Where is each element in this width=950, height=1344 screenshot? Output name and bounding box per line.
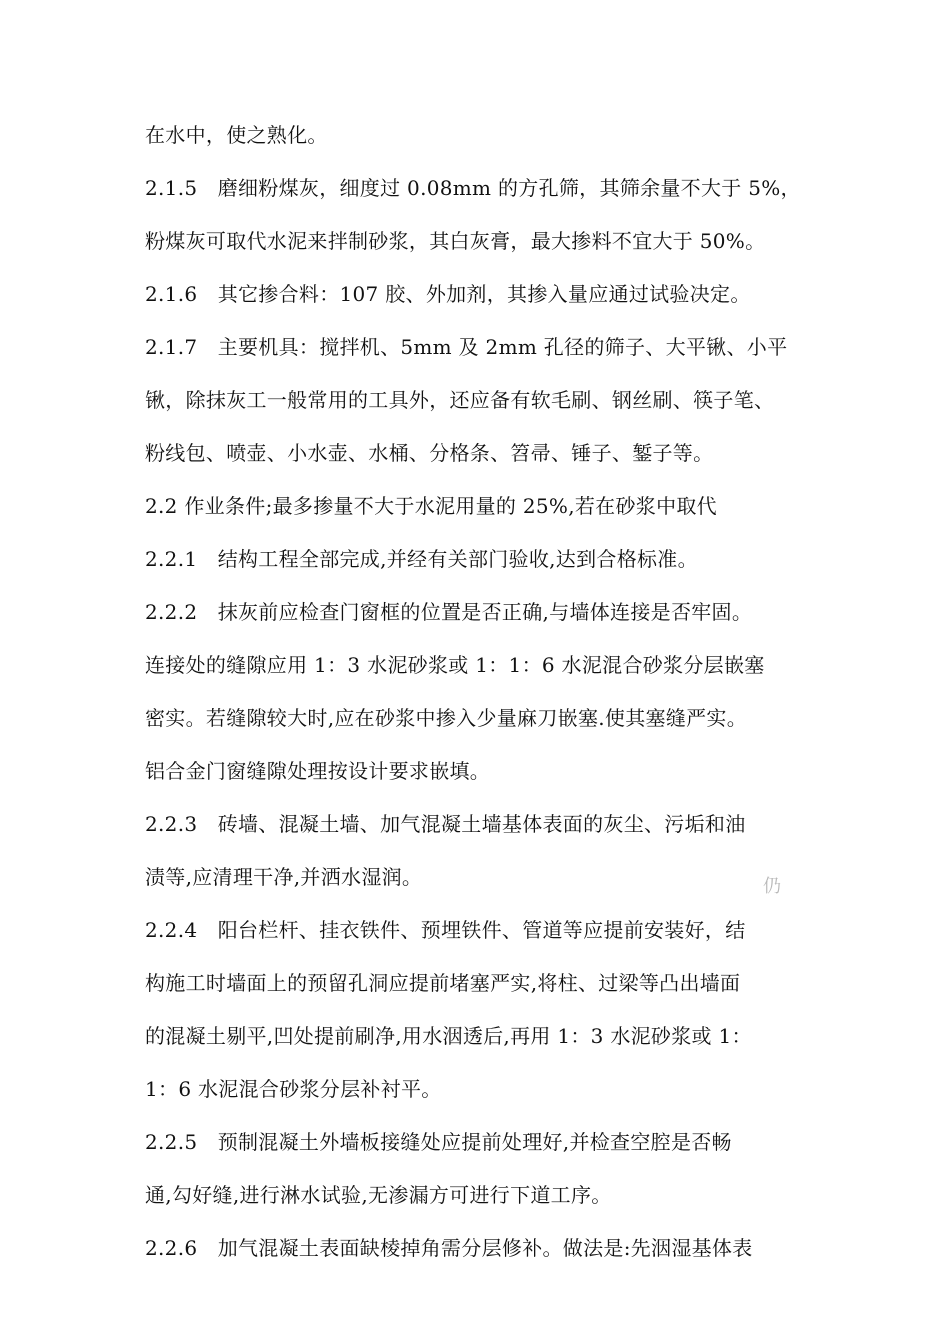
text-line: 通,勾好缝,进行淋水试验,无渗漏方可进行下道工序。	[145, 1183, 612, 1207]
text-line: 粉煤灰可取代水泥来拌制砂浆，其白灰膏，最大掺料不宜大于 50%。	[145, 229, 766, 253]
text-line: 2.2.3 砖墙、混凝土墙、加气混凝土墙基体表面的灰尘、污垢和油	[145, 812, 746, 836]
text-line: 2.2 作业条件;最多掺量不大于水泥用量的 25%,若在砂浆中取代	[145, 494, 717, 518]
text-line: 渍等,应清理干净,并洒水湿润。	[145, 865, 423, 889]
text-line: 连接处的缝隙应用 1：3 水泥砂浆或 1：1：6 水泥混合砂浆分层嵌塞	[145, 653, 765, 677]
watermark: 仍	[763, 876, 781, 897]
text-line: 锹，除抹灰工一般常用的工具外，还应备有软毛刷、钢丝刷、筷子笔、	[145, 388, 775, 412]
text-line: 2.1.6 其它掺合料：107 胶、外加剂，其掺入量应通过试验决定。	[145, 282, 751, 306]
text-line: 1：6 水泥混合砂浆分层补衬平。	[145, 1077, 442, 1101]
text-line: 2.2.6 加气混凝土表面缺棱掉角需分层修补。做法是:先洇湿基体表	[145, 1236, 753, 1260]
text-line: 2.2.5 预制混凝土外墙板接缝处应提前处理好,并检查空腔是否畅	[145, 1130, 732, 1154]
text-line: 2.1.5 磨细粉煤灰，细度过 0.08mm 的方孔筛，其筛余量不大于 5%，	[145, 176, 801, 200]
text-line: 粉线包、喷壶、小水壶、水桶、分格条、笤帚、锤子、錾子等。	[145, 441, 714, 465]
text-line: 密实。若缝隙较大时,应在砂浆中掺入少量麻刀嵌塞.使其塞缝严实。	[145, 706, 748, 730]
text-line: 2.2.4 阳台栏杆、挂衣铁件、预埋铁件、管道等应提前安装好，结	[145, 918, 746, 942]
text-line: 在水中，使之熟化。	[145, 123, 328, 147]
text-line: 2.2.2 抹灰前应检查门窗框的位置是否正确,与墙体连接是否牢固。	[145, 600, 753, 624]
text-line: 2.1.7 主要机具：搅拌机、5mm 及 2mm 孔径的筛子、大平锹、小平	[145, 335, 788, 359]
text-line: 的混凝土剔平,凹处提前刷净,用水洇透后,再用 1：3 水泥砂浆或 1：	[145, 1024, 752, 1048]
text-line: 铝合金门窗缝隙处理按设计要求嵌填。	[145, 759, 491, 783]
text-line: 构施工时墙面上的预留孔洞应提前堵塞严实,将柱、过梁等凸出墙面	[145, 971, 741, 995]
text-line: 2.2.1 结构工程全部完成,并经有关部门验收,达到合格标准。	[145, 547, 698, 571]
